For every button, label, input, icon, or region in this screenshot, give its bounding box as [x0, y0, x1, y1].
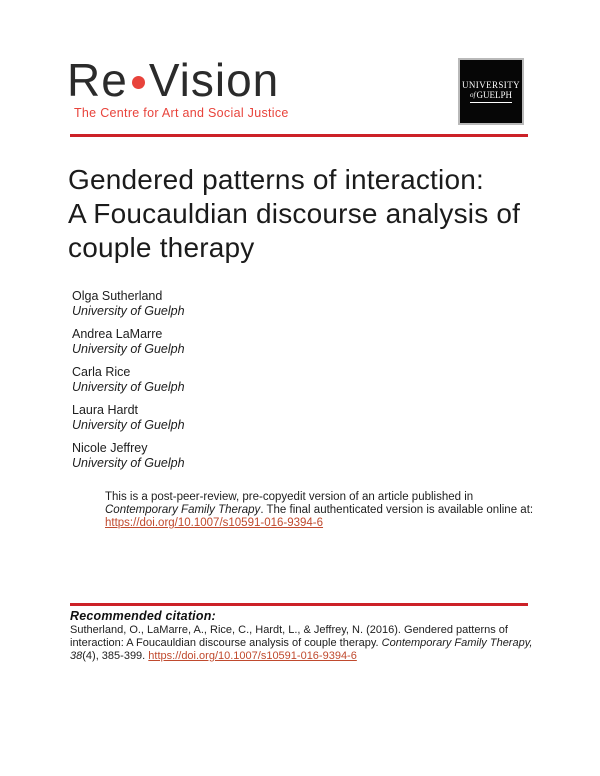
uog-wordmark-name: GUELPH	[476, 90, 512, 100]
revision-logo	[67, 56, 279, 104]
red-dot-icon	[132, 76, 145, 89]
author-entry	[72, 365, 185, 394]
author-affiliation: University of Guelph	[72, 455, 185, 470]
author-name: Carla Rice	[72, 365, 131, 379]
author-affiliation: University of Guelph	[72, 303, 185, 318]
author-name: Laura Hardt	[72, 403, 139, 417]
citation-divider-rule	[70, 603, 528, 606]
paper-title-line2: A Foucauldian discourse analysis of	[68, 198, 521, 229]
uog-wordmark-line2	[470, 90, 512, 103]
citation-doi-link[interactable]: https://doi.org/10.1007/s10591-016-9394-6	[148, 650, 357, 662]
author-name: Andrea LaMarre	[72, 327, 163, 341]
version-note	[105, 491, 541, 530]
uog-wordmark-line1: UNIVERSITY	[462, 80, 520, 90]
paper-title	[68, 163, 548, 265]
author-entry	[72, 403, 185, 432]
citation-body: Sutherland, O., LaMarre, A., Rice, C., Hardt, L., & Jeffrey, N. (2016). Gendered patterns of interaction: A Foucauldian discourse analysis of couple therapy.	[70, 624, 508, 649]
author-affiliation: University of Guelph	[72, 417, 185, 432]
author-affiliation: University of Guelph	[72, 341, 185, 356]
citation-pages: (4), 385-399.	[82, 650, 146, 662]
author-entry	[72, 441, 185, 470]
citation-heading: Recommended citation:	[70, 609, 216, 623]
header-divider-rule	[70, 134, 528, 137]
author-affiliation: University of Guelph	[72, 379, 185, 394]
journal-name: Contemporary Family Therapy	[105, 504, 261, 516]
paper-title-line3: couple therapy	[68, 232, 255, 263]
author-list	[72, 289, 185, 479]
author-name: Nicole Jeffrey	[72, 441, 148, 455]
doi-link[interactable]: https://doi.org/10.1007/s10591-016-9394-6	[105, 517, 324, 529]
university-of-guelph-logo	[458, 58, 524, 125]
citation-journal: Contemporary Family Therapy, 38	[70, 636, 533, 662]
author-entry	[72, 289, 185, 318]
version-note-text-2: . The final authenticated version is available online at:	[260, 504, 534, 516]
author-entry	[72, 327, 185, 356]
citation-text	[70, 624, 538, 663]
revision-logo-post: Vision	[148, 54, 280, 106]
author-name: Olga Sutherland	[72, 289, 163, 303]
uog-wordmark-of: of	[470, 91, 476, 99]
revision-logo-pre: Re	[67, 54, 128, 106]
paper-title-line1: Gendered patterns of interaction:	[68, 164, 484, 195]
revision-tagline: The Centre for Art and Social Justice	[74, 106, 289, 120]
version-note-text: This is a post-peer-review, pre-copyedit version of an article published in	[105, 491, 474, 503]
